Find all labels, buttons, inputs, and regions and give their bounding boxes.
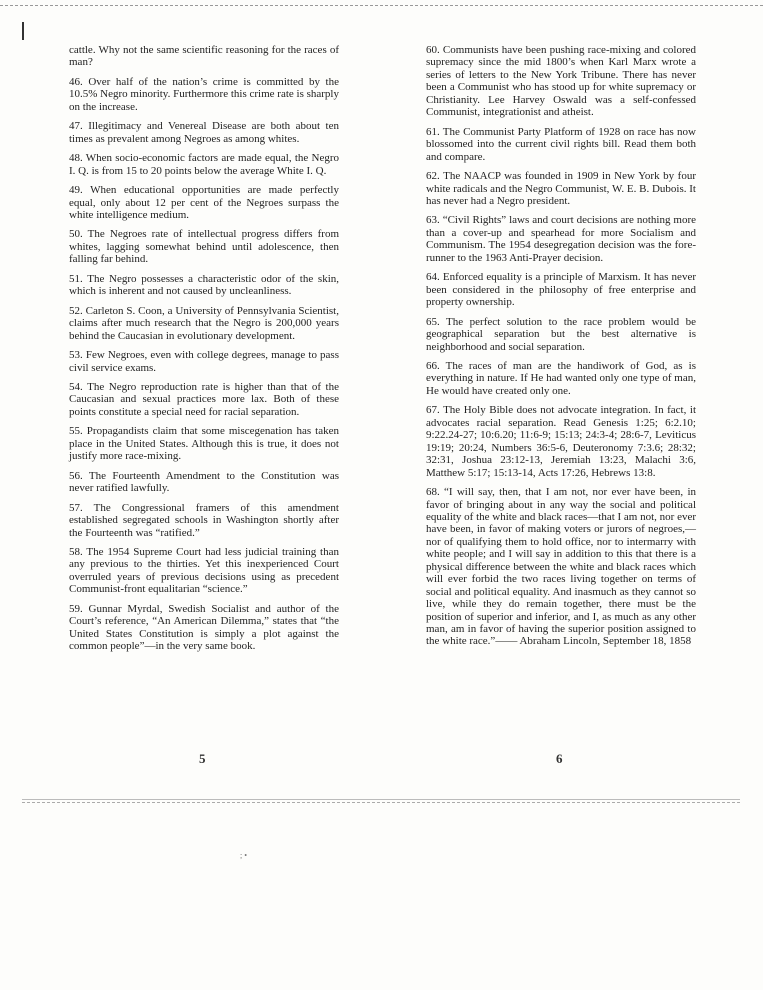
paragraph: 52. Carleton S. Coon, a University of Pennsylvania Scientist, claims after much research that the Negro is 200,000 years behind the Caucasian in evolutionary development. xyxy=(69,304,339,342)
paragraph: 62. The NAACP was founded in 1909 in New York by four white radicals and the Negro Communist, W. E. B. Dubois. It has never had a Negro president. xyxy=(426,170,696,207)
paragraph: 46. Over half of the nation’s crime is committed by the 10.5% Negro minority. Furthermore this crime rate is sharply on the increase. xyxy=(69,75,339,113)
paragraph: 54. The Negro reproduction rate is higher than that of the Caucasian and sexual practices more lax. Both of these points constitute a special need for racial separation. xyxy=(69,380,339,418)
paragraph: 58. The 1954 Supreme Court had less judicial training than any previous to the thirties. Yet this inexperienced Court overruled years of previous decisions using as precedent Communist-front equalitarian “science.” xyxy=(69,545,339,596)
page-number-right: 6 xyxy=(556,751,563,766)
top-page-edge-rule xyxy=(0,5,763,6)
paragraph: 63. “Civil Rights” laws and court decisions are nothing more than a cover-up and spearhead for more Socialism and Communism. The 1954 desegregation decision was the fore-runner to the 1963 Anti-Prayer decision. xyxy=(426,214,696,264)
bottom-page-edge-rule-dashed xyxy=(22,802,740,803)
paragraph: 67. The Holy Bible does not advocate integration. In fact, it advocates racial separation. Read Genesis 1:25; 6:2.10; 9:22.24-27; 10:6.20; 11:6-9; 15:13; 24:3-4; 28:6-7, Leviticus 19:19; 20:24, Numbers 36:5-6, Deuteronomy 7:3.6; 28:32; 32:31, Joshua 23:12-13, Jeremiah 13:23, Malachi 3:6, Matthew 5:17; 15:13-14, Acts 17:26, Hebrews 13:8. xyxy=(426,404,696,479)
paragraph: 65. The perfect solution to the race problem would be geographical separation but the best alternative is neighborhood and social separation. xyxy=(426,315,696,353)
paragraph: 50. The Negroes rate of intellectual progress differs from whites, lagging somewhat behind until adolescence, then falling far behind. xyxy=(69,228,339,266)
paragraph: 64. Enforced equality is a principle of Marxism. It has never been considered in the philosophy of free enterprise and property ownership. xyxy=(426,271,696,309)
paragraph: cattle. Why not the same scientific reasoning for the races of man? xyxy=(69,44,339,69)
scan-speck: ; • xyxy=(240,851,248,860)
right-column xyxy=(426,44,696,655)
paragraph: 68. “I will say, then, that I am not, nor ever have been, in favor of bringing about in any way the social and political equality of the white and black races—that I am not, nor ever have been, in favor of making voters or jurors of negroes,—nor of qualifying them to hold office, nor to intermarry with white people; and I will say in addition to this that there is a physical difference between the white and black races which will ever forbid the two races living together on terms of social and political equality. And inasmuch as they cannot so live, while they do remain together, there must be the position of superior and inferior, and I, as much as any other man, am in favor of having the superior position assigned to the white race.”—— Abraham Lincoln, September 18, 1858 xyxy=(426,486,697,648)
paragraph: 55. Propagandists claim that some miscegenation has taken place in the United States. Although this is true, it does not justify more race-mixing. xyxy=(69,425,339,463)
paragraph: 60. Communists have been pushing race-mixing and colored supremacy since the mid 1800’s when Karl Marx wrote a series of letters to the New York Tribune. There has never been a Communist who has stood up for white supremacy or Christianity. Lee Harvey Oswald was a self-confessed Communist, integrationist and atheist. xyxy=(426,44,696,119)
paragraph: 49. When educational opportunities are made perfectly equal, only about 12 per cent of the Negroes surpass the white intelligence medium. xyxy=(69,184,339,221)
paragraph: 53. Few Negroes, even with college degrees, manage to pass civil service exams. xyxy=(69,349,339,374)
paragraph: 57. The Congressional framers of this amendment established segregated schools in Washington shortly after the Fourteenth was “ratified.” xyxy=(69,501,339,539)
page-number-left: 5 xyxy=(199,751,206,766)
paragraph: 51. The Negro possesses a characteristic odor of the skin, which is inherent and not caused by uncleanliness. xyxy=(69,272,339,298)
paragraph: 59. Gunnar Myrdal, Swedish Socialist and author of the Court’s reference, “An American Dilemma,” states that “the United States Constitution is simply a plot against the common people”—in the very same book. xyxy=(69,602,339,653)
paragraph: 56. The Fourteenth Amendment to the Constitution was never ratified lawfully. xyxy=(69,469,339,495)
left-column xyxy=(69,44,339,660)
paragraph: 47. Illegitimacy and Venereal Disease are both about ten times as prevalent among Negroes as among whites. xyxy=(69,120,339,145)
paragraph: 48. When socio-economic factors are made equal, the Negro I. Q. is from 15 to 20 points below the average White I. Q. xyxy=(69,152,339,177)
paragraph: 66. The races of man are the handiwork of God, as is everything in nature. If He had wanted only one type of man, He would have created only one. xyxy=(426,359,696,397)
paragraph: 61. The Communist Party Platform of 1928 on race has now blossomed into the current civil rights bill. Read them both and compare. xyxy=(426,125,696,163)
bottom-page-edge-rule xyxy=(22,799,740,800)
corner-binding-mark xyxy=(22,22,24,40)
